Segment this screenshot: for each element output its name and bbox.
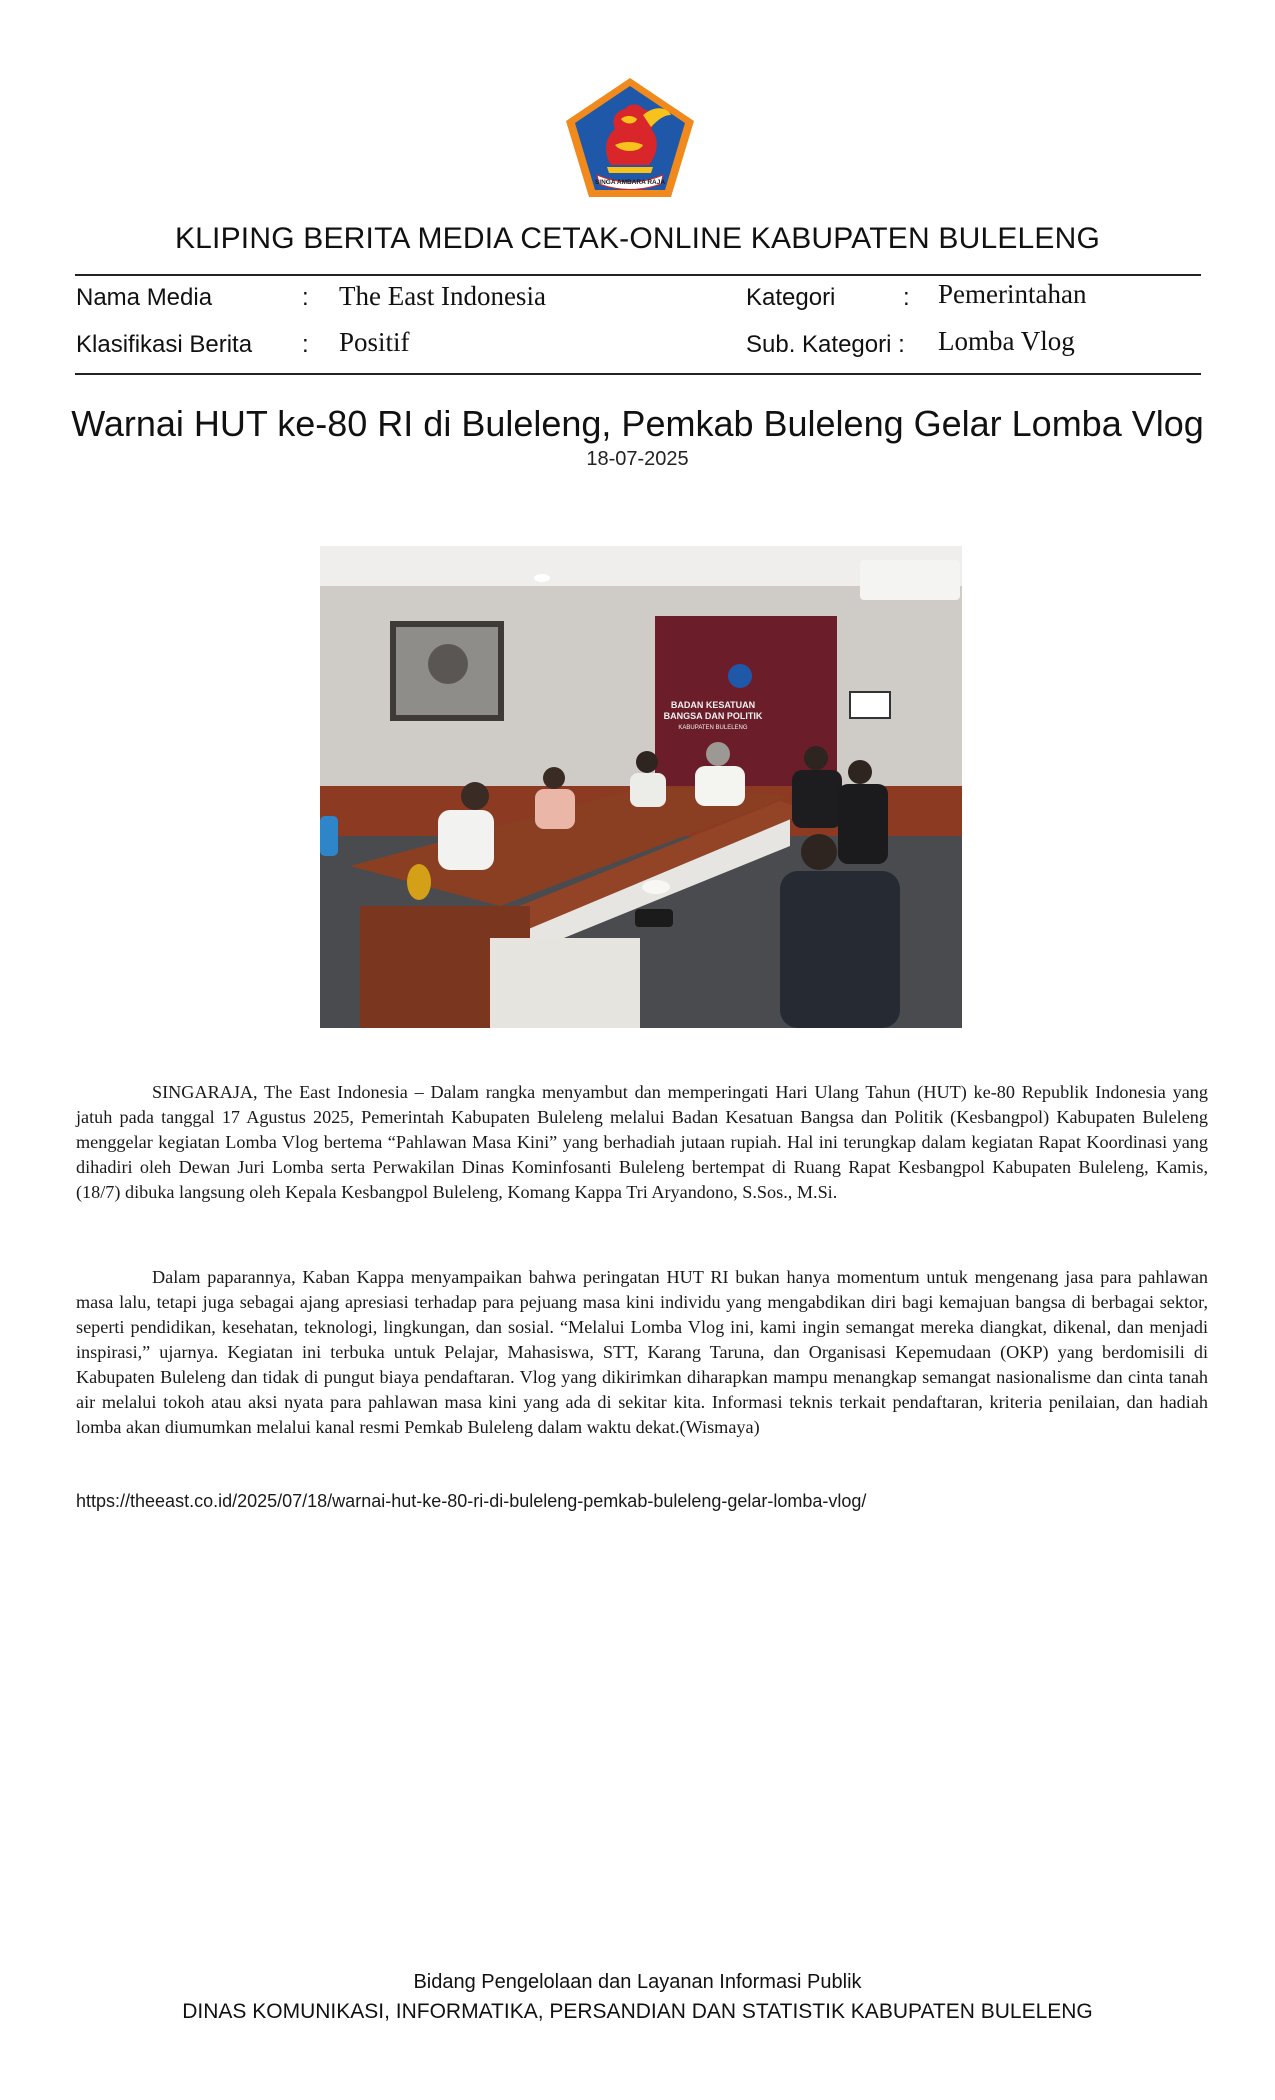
article-paragraph: Dalam paparannya, Kaban Kappa menyampaikan bahwa peringatan HUT RI bukan hanya momentum untuk mengenang jasa para pahlawan masa lalu, tetapi juga sebagai ajang apresiasi terhadap para pejuang masa kini individu yang mengabdikan diri bagi kemajuan bangsa di berbagai sektor, seperti pendidikan, kesehatan, teknologi, lingkungan, dan sosial. “Melalui Lomba Vlog ini, kami ingin semangat mereka diangkat, dikenal, dan menjadi inspirasi,” ujarnya. Kegiatan ini terbuka untuk Pelajar, Mahasiswa, STT, Karang Taruna, dan Organisasi Kepemudaan (OKP) yang berdomisili di Kabupaten Buleleng dan tidak di pungut biaya pendaftaran. Vlog yang dikirimkan diharapkan mampu menangkap semangat nasionalisme dan cinta tanah air melalui tokoh atau aksi nyata para pahlawan masa kini yang ada di sekitar kita. Informasi teknis terkait pendaftaran, kriteria penilaian, dan hadiah lomba akan diumumkan melalui kanal resmi Pemkab Buleleng dalam waktu dekat.(Wismaya) (76, 1267, 1208, 1437)
klasifikasi-label: Klasifikasi Berita (76, 331, 253, 358)
top-divider (75, 274, 1201, 276)
lion-crest-icon (563, 75, 697, 201)
logo-motto: SINGA AMBARA RAJA (594, 179, 666, 186)
bottom-divider (75, 373, 1201, 375)
media-value: The East Indonesia (339, 281, 546, 311)
document-heading: KLIPING BERITA MEDIA CETAK-ONLINE KABUPATEN BULELENG (174, 222, 1101, 255)
kategori-value: Pemerintahan (938, 279, 1087, 309)
media-colon: : (302, 284, 309, 311)
klasifikasi-colon: : (302, 331, 309, 358)
article-date: 18-07-2025 (586, 448, 689, 470)
media-label: Nama Media (76, 284, 213, 311)
buleleng-regency-logo (563, 75, 697, 201)
footer-agency: DINAS KOMUNIKASI, INFORMATIKA, PERSANDIAN DAN STATISTIK KABUPATEN BULELENG (182, 2000, 1093, 2023)
photo-banner-line-2: BANGSA DAN POLITIK (663, 711, 763, 721)
article-paragraph: SINGARAJA, The East Indonesia – Dalam rangka menyambut dan memperingati Hari Ulang Tahun (HUT) ke-80 Republik Indonesia yang jatuh pada tanggal 17 Agustus 2025, Pemerintah Kabupaten Buleleng melalui Badan Kesatuan Bangsa dan Politik (Kesbangpol) Kabupaten Buleleng menggelar kegiatan Lomba Vlog bertema “Pahlawan Masa Kini” yang berhadiah jutaan rupiah. Hal ini terungkap dalam kegiatan Rapat Koordinasi yang dihadiri oleh Dewan Juri Lomba serta Perwakilan Dinas Kominfosanti Buleleng bertempat di Ruang Rapat Kesbangpol Kabupaten Buleleng, Kamis, (18/7) dibuka langsung oleh Kepala Kesbangpol Buleleng, Komang Kappa Tri Aryandono, S.Sos., M.Si. (76, 1082, 1208, 1202)
kategori-colon: : (903, 284, 910, 311)
source-link[interactable]: https://theeast.co.id/2025/07/18/warnai-hut-ke-80-ri-di-buleleng-pemkab-buleleng-gelar-lomba-vlog/ (76, 1491, 867, 1511)
subkategori-value: Lomba Vlog (938, 326, 1075, 356)
article-photo (320, 546, 962, 1028)
footer-division: Bidang Pengelolaan dan Layanan Informasi Publik (413, 1971, 862, 1993)
photo-banner-line-3: KABUPATEN BULELENG (678, 725, 748, 731)
kategori-label: Kategori (746, 284, 836, 311)
article-title: Warnai HUT ke-80 RI di Buleleng, Pemkab Buleleng Gelar Lomba Vlog (71, 403, 1204, 444)
subkategori-label: Sub. Kategori : (746, 331, 905, 358)
meeting-room-photo (320, 546, 962, 1028)
photo-banner-line-1: BADAN KESATUAN (670, 700, 756, 710)
klasifikasi-value: Positif (339, 327, 410, 357)
